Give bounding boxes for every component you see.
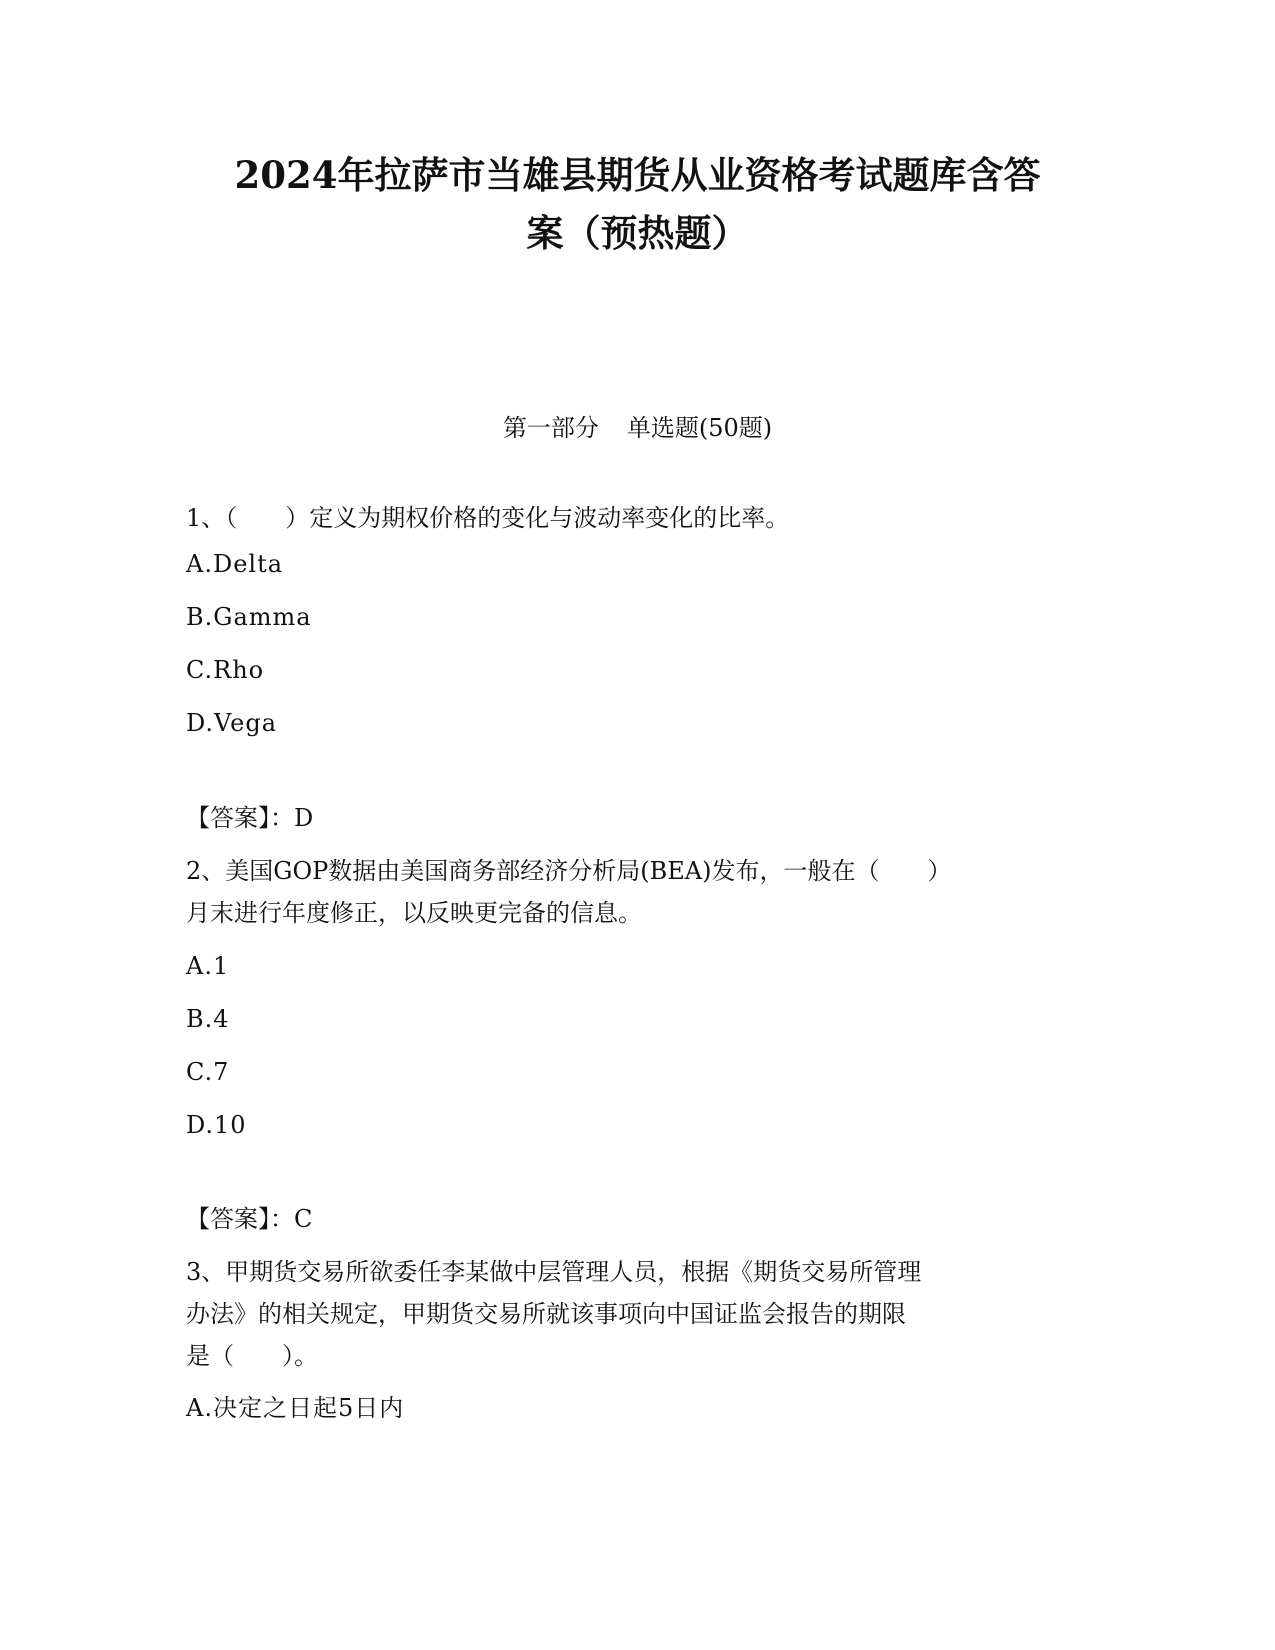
question-1-option-a: A.Delta	[186, 550, 284, 578]
question-3-stem-line-3: 是（ ）。	[186, 1342, 318, 1370]
question-3-stem-line-2: 办法》的相关规定，甲期货交易所就该事项向中国证监会报告的期限	[186, 1300, 906, 1328]
section-heading	[0, 412, 1275, 444]
document-title	[150, 146, 1125, 262]
question-2-stem-line-2: 月末进行年度修正，以反映更完备的信息。	[186, 899, 642, 927]
section-part: 第一部分	[502, 414, 599, 442]
question-3-stem-line-1: 3、甲期货交易所欲委任李某做中层管理人员，根据《期货交易所管理	[186, 1258, 922, 1286]
question-2-answer: 【答案】：C	[186, 1205, 313, 1233]
question-1-stem: 1、（ ）定义为期权价格的变化与波动率变化的比率。	[186, 504, 790, 532]
question-1-option-c: C.Rho	[186, 656, 265, 684]
title-line-2: 案（预热题）	[526, 211, 749, 255]
question-2-option-a: A.1	[186, 952, 230, 980]
question-2-option-c: C.7	[186, 1058, 230, 1086]
question-2-stem-line-1: 2、美国GOP数据由美国商务部经济分析局(BEA)发布，一般在（ ）	[186, 857, 952, 885]
question-1-answer: 【答案】：D	[186, 804, 314, 832]
question-1-option-d: D.Vega	[186, 709, 278, 737]
question-1-option-b: B.Gamma	[186, 603, 312, 631]
question-2-option-b: B.4	[186, 1005, 230, 1033]
section-name: 单选题(50题)	[626, 414, 773, 442]
question-2-option-d: D.10	[186, 1111, 247, 1139]
question-3-option-a: A.决定之日起5日内	[186, 1394, 405, 1422]
title-line-1: 2024年拉萨市当雄县期货从业资格考试题库含答	[234, 153, 1041, 197]
